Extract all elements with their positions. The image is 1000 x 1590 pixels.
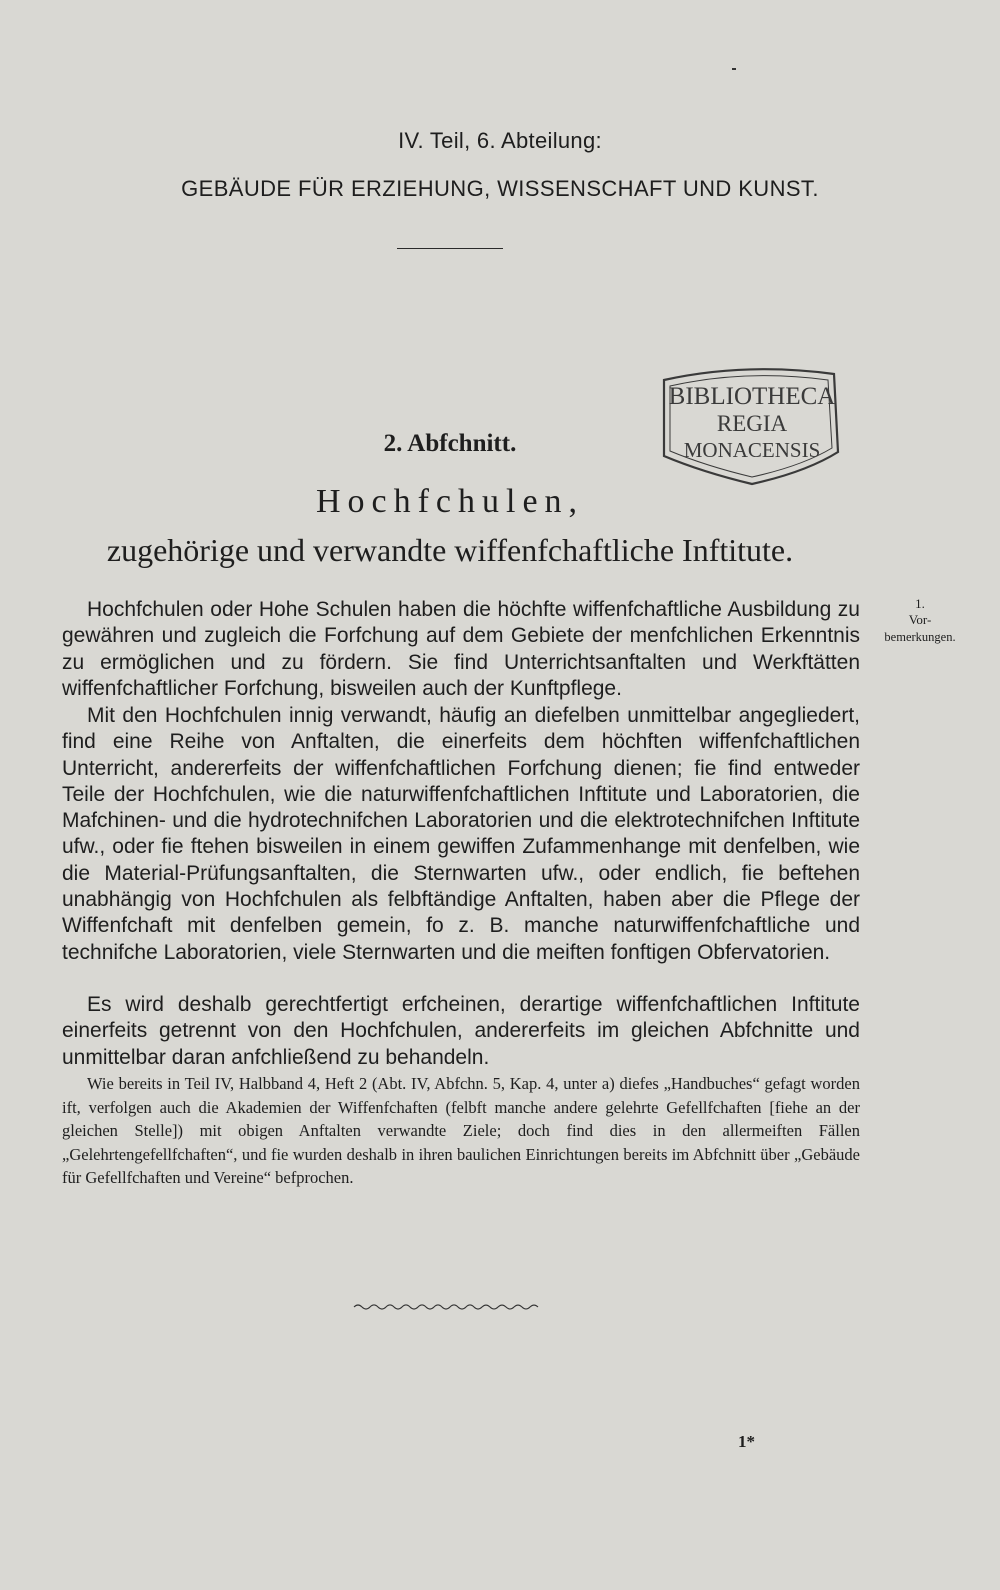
margin-note-label-continued: bemerkungen. xyxy=(884,630,956,644)
stamp-line-3: MONACENSIS xyxy=(683,438,821,462)
part-heading: IV. Teil, 6. Abteilung: xyxy=(398,128,602,153)
chapter-subtitle: zugehörige und verwandte wiffenfchaftliche Inftitute. xyxy=(106,532,794,568)
end-ornament xyxy=(352,1300,542,1314)
section-number: 2. Abfchnitt. xyxy=(383,430,517,457)
body-paragraph-2: Mit den Hochfchulen innig verwandt, häufig an diefelben unmittelbar angegliedert, find eine Reihe von Anftalten, die einerfeits dem höchften wiffenfchaftlichen Unterricht, andererfeits der wiffenfchaftlichen Forfchung dienen; fie find entweder Teile der Hochfchulen, wie die naturwiffenfchaftlichen Inftitute und Laboratorien, die Mafchinen- und die hydrotechnifchen Laboratorien und die elektrotechnifchen Inftitute ufw., oder fie ftehen bisweilen in einem gewiffen Zufammenhange mit denfelben, wie die Material-Prüfungsanftalten, die Sternwarten ufw., oder endlich, fie beftehen unabhängig von Hochfchulen als felbftändige Anftalten, haben aber die Pflege der Wiffenfchaft mit denfelben gemein, fo z. B. manche naturwiffenfchaftliche und technifche Laboratorien, viele Sternwarten und die meiften fonftigen Obfervatorien. xyxy=(62,704,860,964)
body-paragraph-1: Hochfchulen oder Hohe Schulen haben die höchfte wiffenfchaftliche Ausbildung zu gewähren und zugleich die Forfchung auf dem Gebiete der menfchlichen Erkenntnis zu ermöglichen und zu fördern. Sie find Unterrichtsanftalten und Werkftätten wiffenfchaftlicher Forfchung, bisweilen auch der Kunftpflege. xyxy=(62,598,860,700)
stamp-line-2: REGIA xyxy=(716,411,788,436)
library-stamp xyxy=(656,360,844,488)
body-paragraph-3: Es wird deshalb gerechtfertigt erfcheinen, derartige wiffenfchaftlichen Inftitute einerfeits getrennt von den Hochfchulen, andererfeits im gleichen Abfchnitte und unmittelbar daran anfchließend zu behandeln. xyxy=(62,993,860,1069)
title-divider xyxy=(397,248,503,249)
volume-title: GEBÄUDE FÜR ERZIEHUNG, WISSENSCHAFT UND KUNST. xyxy=(181,176,819,201)
margin-note-label: Vor- xyxy=(908,612,932,627)
page-number: 1* xyxy=(738,1432,755,1451)
chapter-title: Hochfchulen, xyxy=(315,483,585,520)
footnote: Wie bereits in Teil IV, Halbband 4, Heft 2 (Abt. IV, Abfchn. 5, Kap. 4, unter a) diefes „Handbuches“ gefagt worden ift, verfolgen auch die Akademien der Wiffenfchaften (felbft manche andere gelehrte Gefellfchaften [fiehe an der gleichen Stelle]) mit obigen Anftalten verwandte Ziele; doch find dies in den allermeiften Fällen „Gelehrtengefellfchaften“, und fie wurden deshalb in ihren baulichen Einrichtungen bereits im Abfchnitt über „Gebäude für Gefellfchaften und Vereine“ befprochen. xyxy=(62,1074,860,1187)
print-speck xyxy=(732,68,736,70)
stamp-line-1: BIBLIOTHECA xyxy=(668,383,836,410)
margin-note-number: 1. xyxy=(915,596,925,611)
